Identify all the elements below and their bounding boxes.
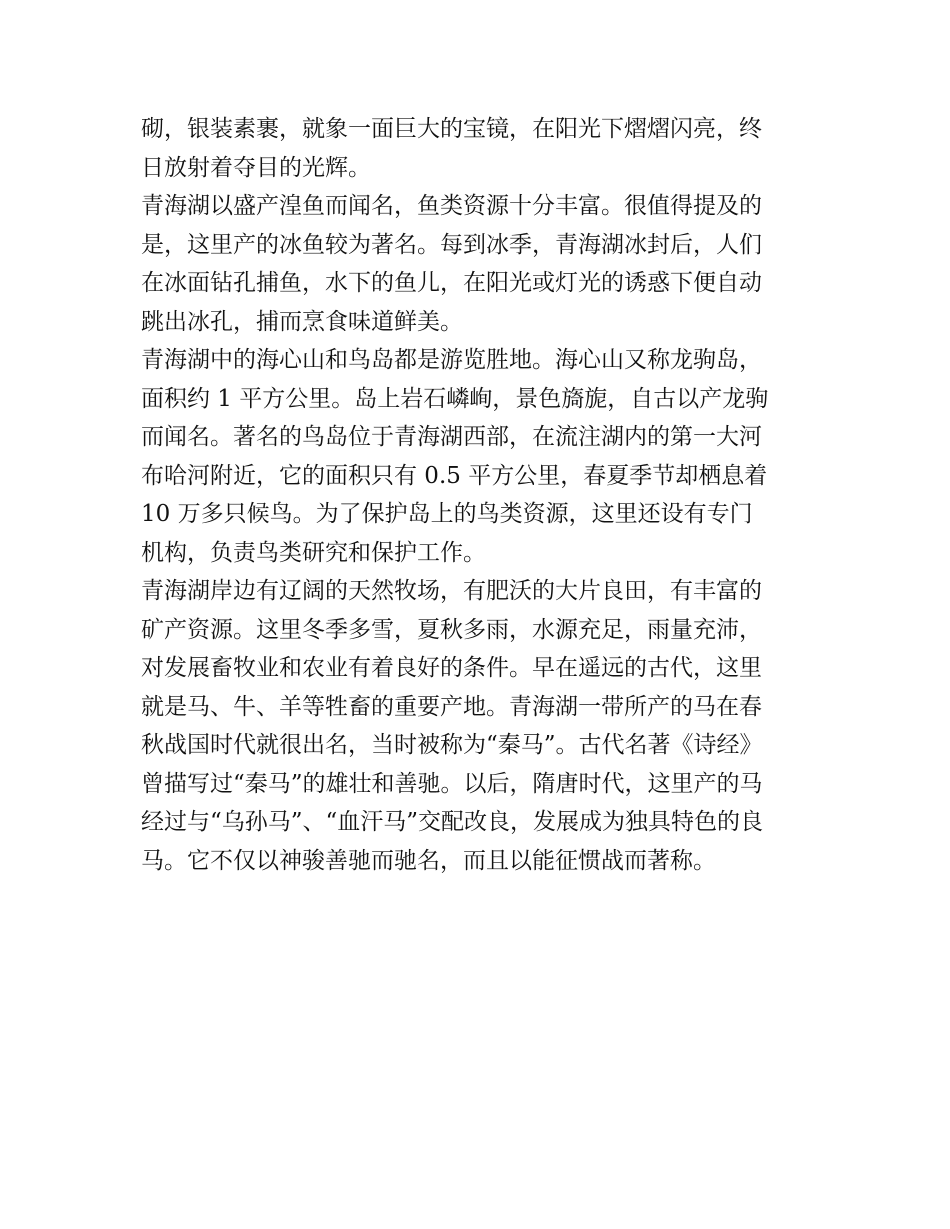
text-line-11: 10 万多只候鸟。为了保护岛上的鸟类资源，这里还设有专门 xyxy=(141,501,753,527)
text-line-8: 面积约 1 平方公里。岛上岩石嶙峋，景色旖旎，自古以产龙驹 xyxy=(141,385,769,412)
text-line-9: 而闻名。著名的鸟岛位于青海湖西部，在流注湖内的第一大河 xyxy=(141,424,762,450)
text-line-16: 就是马、牛、羊等牲畜的重要产地。青海湖一带所产的马在春 xyxy=(141,693,762,720)
text-line-17: 秋战国时代就很出名，当时被称为“秦马”。古代名著《诗经》 xyxy=(141,732,763,758)
text-line-15: 对发展畜牧业和农业有着良好的条件。早在遥远的古代，这里 xyxy=(141,655,762,681)
text-line-12: 机构，负责鸟类研究和保护工作。 xyxy=(141,539,486,566)
document-body xyxy=(141,110,813,880)
text-line-18: 曾描写过“秦马”的雄壮和善驰。以后，隋唐时代，这里产的马 xyxy=(141,770,763,797)
text-line-2: 日放射着夺目的光辉。 xyxy=(141,154,371,181)
text-line-3: 青海湖以盛产湟鱼而闻名，鱼类资源十分丰富。很值得提及的 xyxy=(141,193,762,219)
text-line-4: 是，这里产的冰鱼较为著名。每到冰季，青海湖冰封后，人们 xyxy=(141,231,762,258)
text-line-20: 马。它不仅以神骏善驰而驰名，而且以能征惯战而著称。 xyxy=(141,847,716,874)
text-line-10: 布哈河附近，它的面积只有 0.5 平方公里，春夏季节却栖息着 xyxy=(141,462,768,489)
text-line-6: 跳出冰孔，捕而烹食味道鲜美。 xyxy=(141,308,463,335)
text-line-14: 矿产资源。这里冬季多雪，夏秋多雨，水源充足，雨量充沛， xyxy=(141,616,762,643)
text-line-13: 青海湖岸边有辽阔的天然牧场，有肥沃的大片良田，有丰富的 xyxy=(141,578,762,604)
text-line-19: 经过与“乌孙马”、“血汗马”交配改良，发展成为独具特色的良 xyxy=(141,809,764,835)
text-line-1: 砌，银装素裹，就象一面巨大的宝镜，在阳光下熠熠闪亮，终 xyxy=(141,116,762,142)
text-line-5: 在冰面钻孔捕鱼，水下的鱼儿，在阳光或灯光的诱惑下便自动 xyxy=(141,270,762,296)
text-line-7: 青海湖中的海心山和鸟岛都是游览胜地。海心山又称龙驹岛， xyxy=(141,347,762,373)
